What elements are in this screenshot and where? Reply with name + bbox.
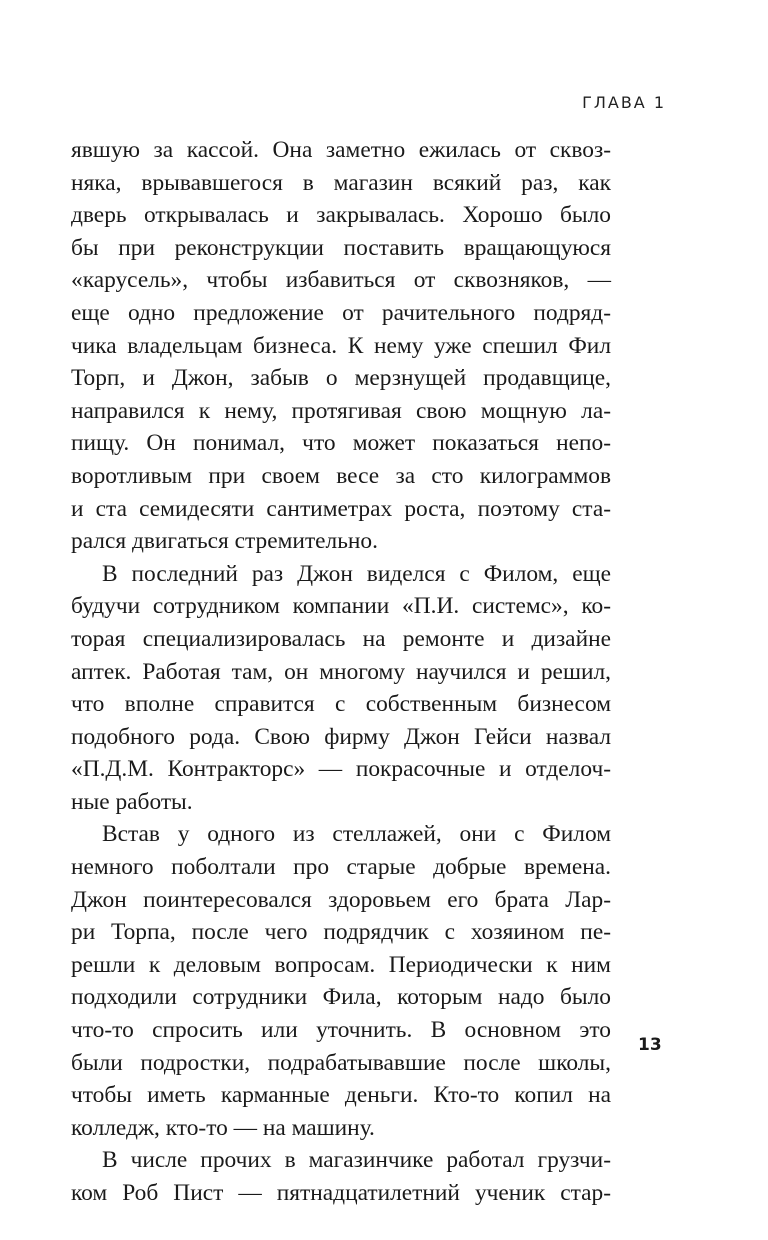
text-line: рался двигаться стремительно.: [71, 528, 378, 555]
text-line: ные работы.: [71, 788, 193, 815]
text-line: пищу. Он понимал, что может показаться непо-: [71, 430, 611, 457]
text-line: подобного рода. Свою фирму Джон Гейси назвал: [71, 723, 611, 750]
chapter-header: ГЛАВА 1: [582, 93, 666, 112]
text-line: бы при реконструкции поставить вращающуюся: [71, 234, 611, 261]
text-line: подходили сотрудники Фила, которым надо было: [71, 984, 611, 1011]
paragraph-first-line: В последний раз Джон виделся с Филом, еще: [102, 560, 611, 587]
text-line: колледж, кто-то — на машину.: [71, 1114, 375, 1141]
text-line: торая специализировалась на ремонте и дизайне: [71, 625, 611, 652]
text-line: няка, врывавшегося в магазин всякий раз, как: [71, 169, 611, 196]
text-line: были подростки, подрабатывавшие после школы,: [71, 1049, 611, 1076]
body-text: [71, 134, 611, 1210]
page-number: 13: [638, 1035, 662, 1055]
text-line: будучи сотрудником компании «П.И. системс», ко-: [71, 593, 611, 620]
paragraph-first-line: Встав у одного из стеллажей, они с Филом: [102, 821, 611, 848]
text-line: Торп, и Джон, забыв о мерзнущей продавщице,: [71, 365, 611, 392]
paragraph-first-line: В числе прочих в магазинчике работал грузчи-: [102, 1147, 611, 1174]
text-line: Джон поинтересовался здоровьем его брата Лар-: [71, 886, 611, 913]
text-line: «карусель», чтобы избавиться от сквозняков, —: [71, 267, 611, 294]
text-line: воротливым при своем весе за сто килограммов: [71, 462, 611, 489]
text-line: решли к деловым вопросам. Периодически к ним: [71, 951, 611, 978]
text-line: аптек. Работая там, он многому научился и решил,: [71, 658, 611, 685]
text-line: чтобы иметь карманные деньги. Кто-то копил на: [71, 1082, 611, 1109]
text-line: и ста семидесяти сантиметрах роста, поэтому ста-: [71, 495, 611, 522]
text-line: направился к нему, протягивая свою мощную ла-: [71, 397, 611, 424]
text-line: ком Роб Пист — пятнадцатилетний ученик стар-: [71, 1180, 611, 1206]
text-line: дверь открывалась и закрывалась. Хорошо было: [71, 202, 611, 229]
text-line: чика владельцам бизнеса. К нему уже спешил Фил: [71, 332, 611, 359]
text-line: что-то спросить или уточнить. В основном это: [71, 1017, 611, 1044]
text-line: еще одно предложение от рачительного подряд-: [71, 299, 611, 326]
text-line: что вполне справится с собственным бизнесом: [71, 691, 611, 718]
text-line: «П.Д.М. Контракторс» — покрасочные и отделоч-: [71, 756, 611, 783]
text-line: немного поболтали про старые добрые времена.: [71, 854, 611, 881]
text-line: явшую за кассой. Она заметно ежилась от сквоз-: [71, 137, 611, 163]
text-line: ри Торпа, после чего подрядчик с хозяином пе-: [71, 919, 611, 946]
